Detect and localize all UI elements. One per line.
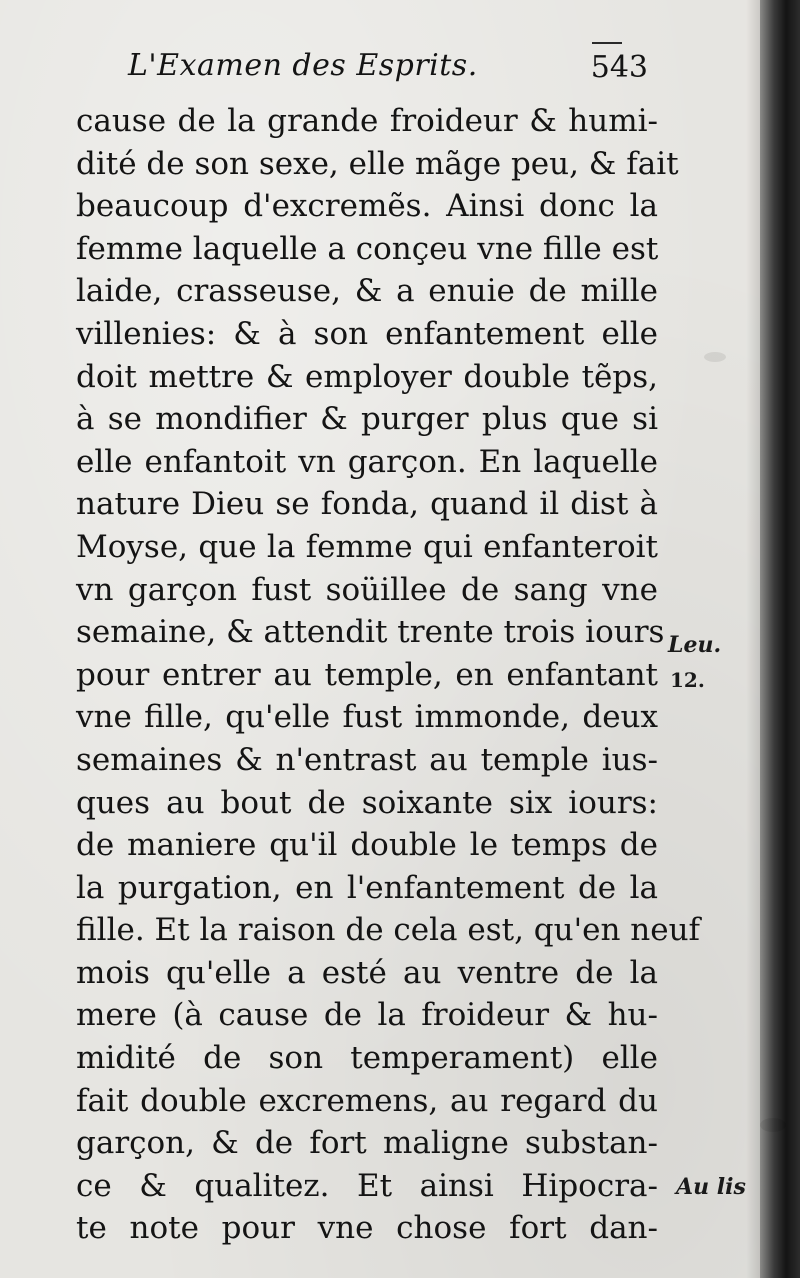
text-line: beaucoup d'excremẽs. Ainsi donc la — [76, 188, 658, 225]
text-line: villenies: & à son enfantement elle — [76, 315, 658, 352]
text-line: vn garçon fust soüillee de sang vne — [76, 571, 658, 608]
text-line: te note pour vne chose fort dan- — [76, 1210, 658, 1247]
text-line: fait double excremens, au regard du — [76, 1082, 658, 1119]
book-binding-edge — [760, 0, 800, 1278]
margin-note-aphorism: Au lis — [676, 1174, 746, 1200]
margin-note-leviticus: Leu. — [668, 632, 722, 658]
text-line: garçon, & de fort maligne substan- — [76, 1125, 658, 1162]
text-line: mois qu'elle a esté au ventre de la — [76, 954, 658, 991]
text-line: à se mondifier & purger plus que si — [76, 401, 658, 438]
text-line: cause de la grande froideur & humi- — [76, 103, 658, 139]
text-line: dité de son sexe, elle mãge peu, & fait — [76, 145, 679, 182]
page-number-rule — [592, 42, 622, 44]
text-line: doit mettre & employer double tẽps, — [76, 358, 658, 395]
running-head: L'Examen des Esprits. — [128, 48, 478, 83]
text-line: de maniere qu'il double le temps de — [76, 827, 658, 864]
text-line: mere (à cause de la froideur & hu- — [76, 997, 658, 1034]
page-number: 543 — [590, 50, 648, 85]
text-line: nature Dieu se fonda, quand il dist à — [76, 486, 658, 523]
text-line: semaines & n'entrast au temple ius- — [76, 741, 658, 778]
paper-stain — [760, 1118, 786, 1132]
text-line: elle enfantoit vn garçon. En laquelle — [76, 443, 658, 480]
text-line: femme laquelle a conçeu vne fille est — [76, 230, 659, 267]
margin-note-leviticus-chapter: 12. — [670, 668, 705, 692]
text-line: midité de son temperament) elle — [76, 1040, 658, 1077]
paper-stain — [704, 352, 726, 362]
text-line: semaine, & attendit trente trois iours — [76, 614, 665, 651]
text-line: laide, crasseuse, & a enuie de mille — [76, 273, 658, 310]
text-line: la purgation, en l'enfantement de la — [76, 869, 658, 906]
page-header — [128, 48, 648, 94]
text-line: Moyse, que la femme qui enfanteroit — [76, 528, 658, 565]
text-line: ques au bout de soixante six iours: — [76, 784, 658, 821]
text-line: fille. Et la raison de cela est, qu'en neuf — [76, 912, 701, 949]
text-line: pour entrer au temple, en enfantant — [76, 656, 658, 693]
text-line: ce & qualitez. Et ainsi Hipocra- — [76, 1167, 658, 1204]
binding-shadow — [746, 0, 760, 1278]
text-line: vne fille, qu'elle fust immonde, deux — [76, 699, 658, 736]
